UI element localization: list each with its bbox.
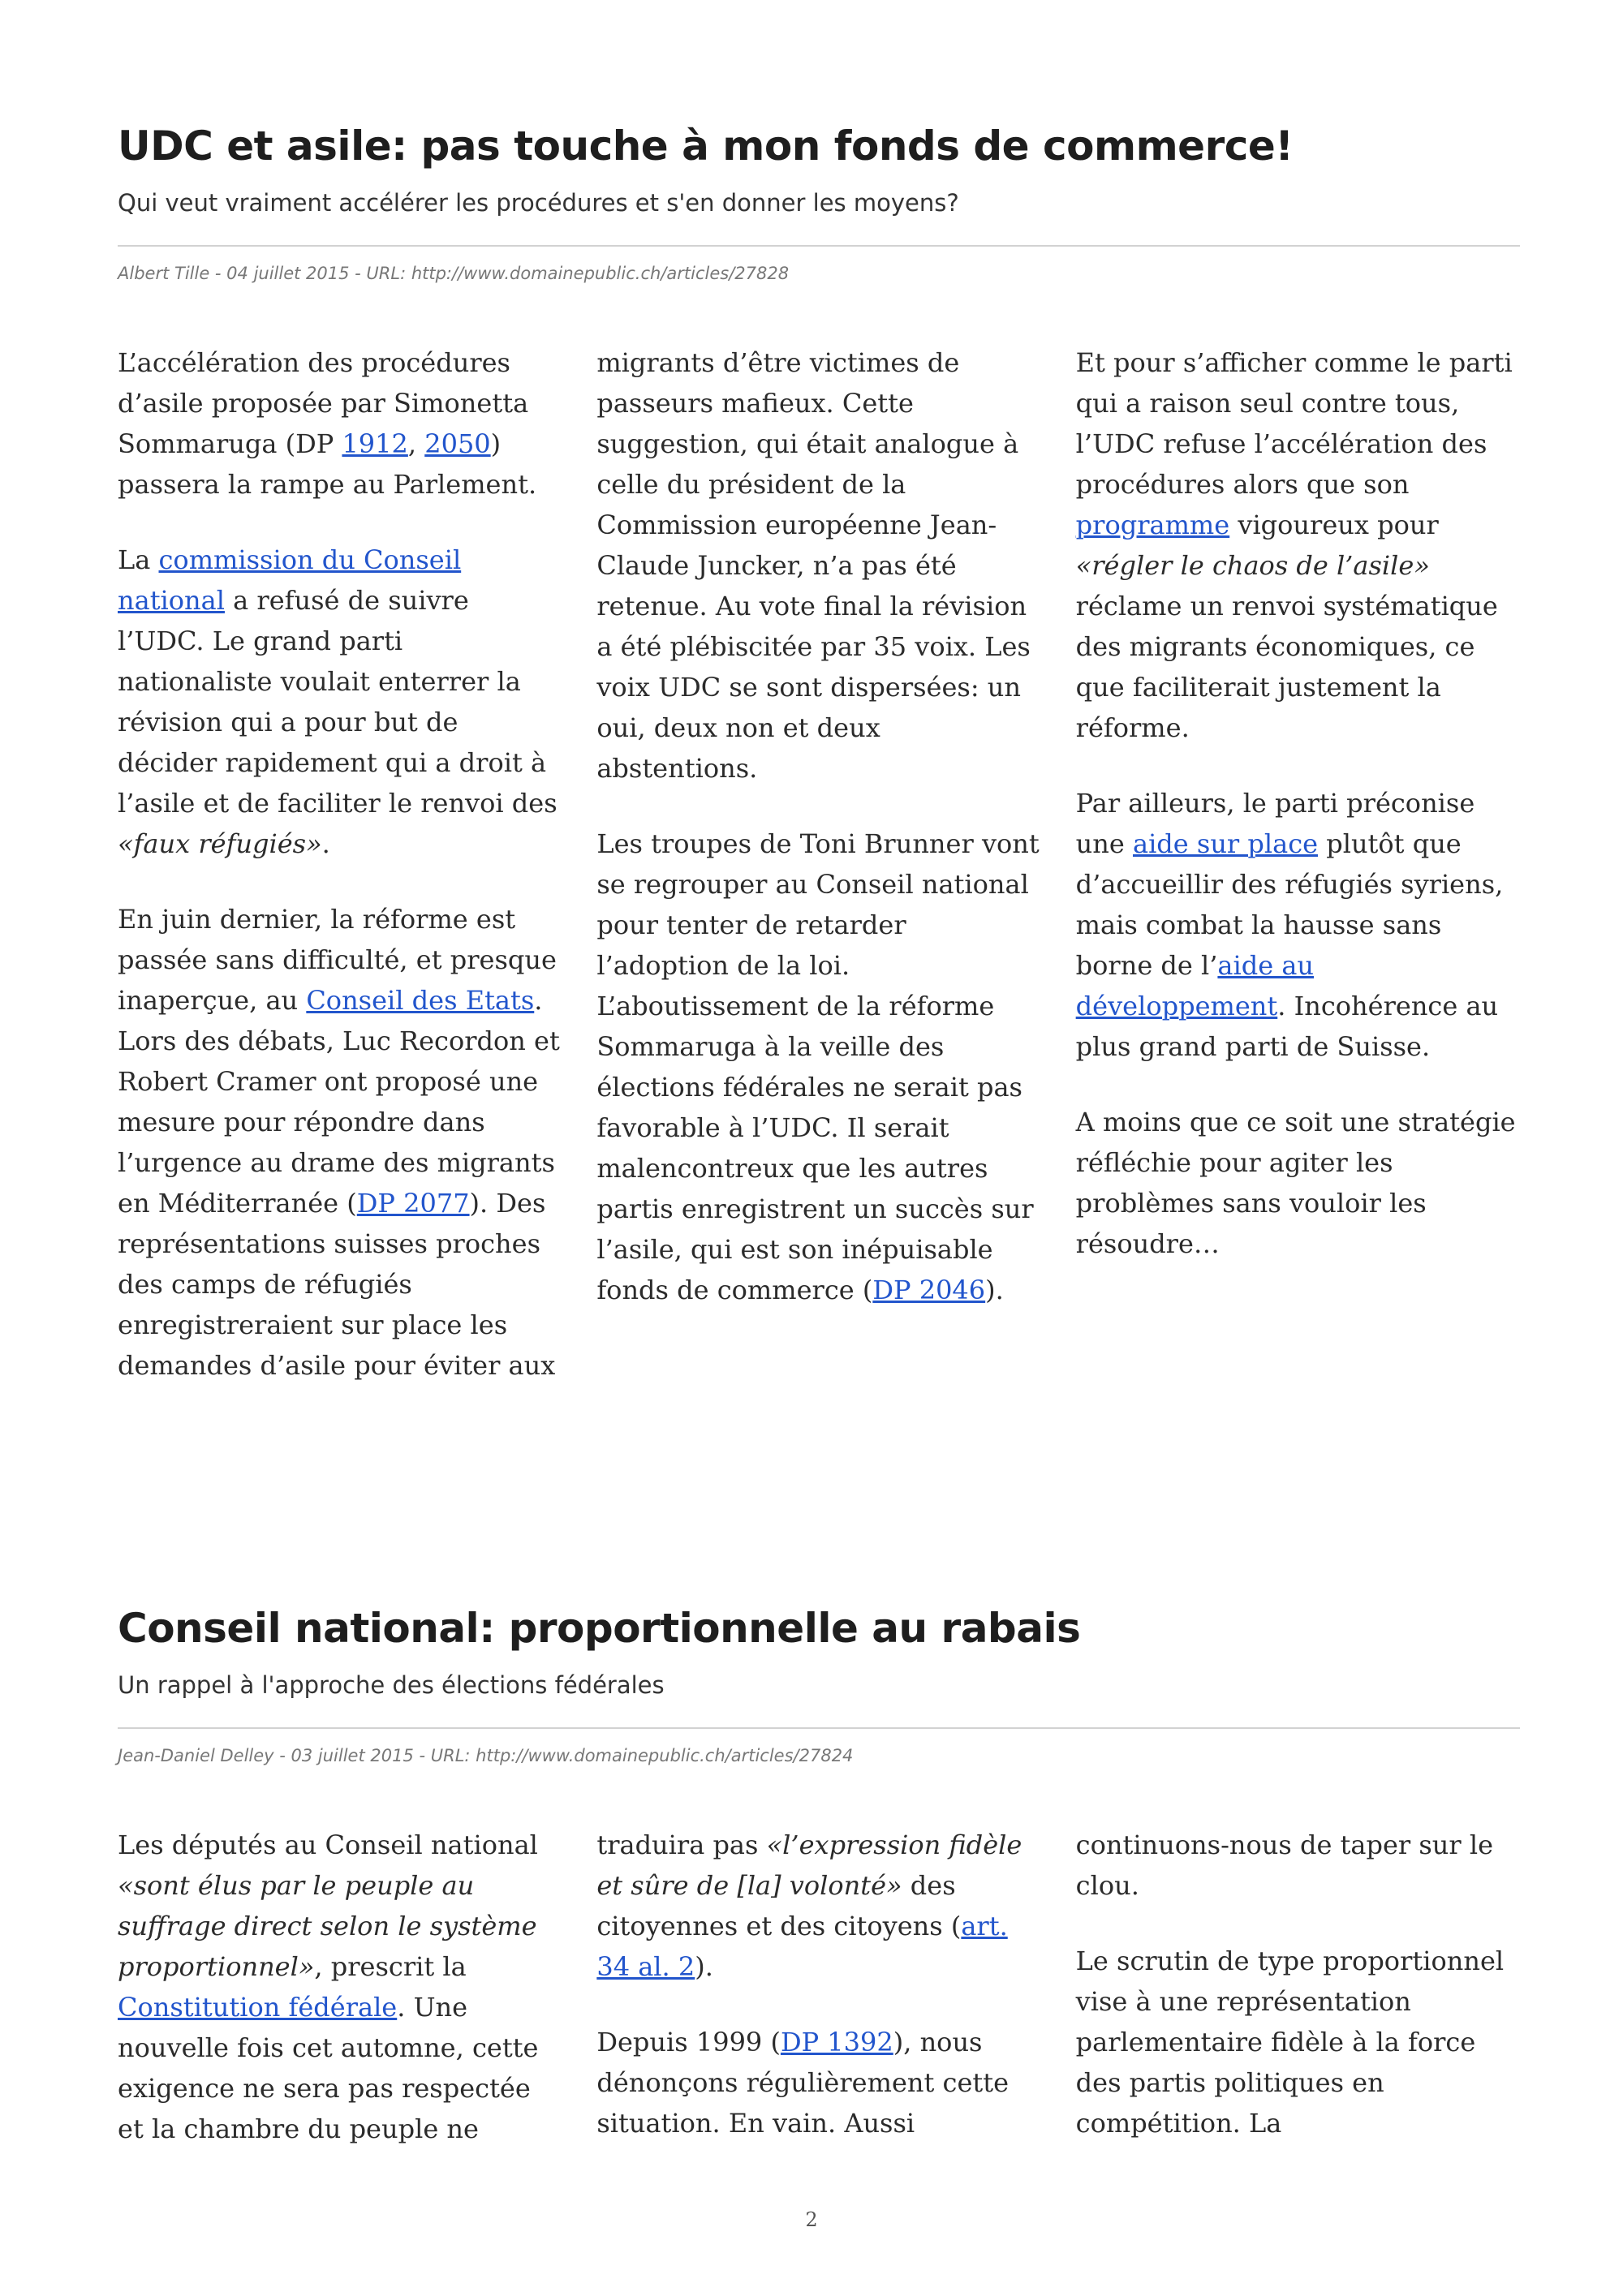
paragraph <box>596 823 1040 1310</box>
header-divider <box>118 1727 1520 1729</box>
text: vigoureux pour <box>1229 510 1439 540</box>
text: Les troupes de Toni Brunner vont se regrouper au Conseil national pour tenter de retarder l’adoption de la loi. L’aboutissement de la réforme Sommaruga à la veille des élections fédérales ne serait pas favorable à l’UDC. Il serait malencontreux que les autres partis enregistrent un succès sur l’asile, qui est son inépuisable fonds de commerce ( <box>596 828 1040 1305</box>
link-aide-au-developpement[interactable]: aide au développement <box>1075 950 1315 1021</box>
text: . <box>321 828 330 859</box>
article-title: UDC et asile: pas touche à mon fonds de commerce! <box>118 123 1294 170</box>
text: Le scrutin de type proportionnel vise à une représentation parlementaire fidèle à la force des partis politiques en compétition. La <box>1075 1946 1505 2139</box>
text: Les députés au Conseil national <box>118 1829 538 1860</box>
emphasis: «régler le chaos de l’asile» <box>1075 550 1430 581</box>
text: ), nous dénonçons régulièrement cette situation. En vain. Aussi continuons-nous de taper sur le clou. <box>596 1829 1494 2139</box>
text: , <box>407 428 425 459</box>
article-subtitle: Un rappel à l'approche des élections fédérales <box>118 1671 665 1699</box>
text: . Lors des débats, Luc Recordon et Robert Cramer ont proposé une mesure pour répondre dans l’urgence au drame des migrants en Méditerranée ( <box>118 985 560 1219</box>
article-udc-asile <box>118 120 1520 1397</box>
text: Depuis 1999 ( <box>596 2027 781 2057</box>
emphasis: «l’expression fidèle et sûre de [la] volonté» <box>596 1829 1022 1901</box>
article-subtitle: Qui veut vraiment accélérer les procédures et s'en donner les moyens? <box>118 189 959 217</box>
text: . Incohérence au plus grand parti de Suisse. <box>1075 991 1499 1062</box>
text: En juin dernier, la réforme est passée sans difficulté, et presque inaperçue, au <box>118 904 557 1016</box>
column-flow <box>118 342 1520 1397</box>
paragraph <box>1076 783 1520 1067</box>
text: L’accélération des procédures d’asile proposée par Simonetta Sommaruga (DP <box>118 347 529 459</box>
link-commission-conseil-national[interactable]: commission du Conseil national <box>118 544 462 616</box>
paragraph <box>1076 1941 1520 2143</box>
article-byline: Albert Tille - 04 juillet 2015 - URL: http://www.domainepublic.ch/articles/27828 <box>118 264 790 283</box>
text: Et pour s’afficher comme le parti qui a raison seul contre tous, l’UDC refuse l’accélération des procédures alors que son <box>1075 347 1513 500</box>
text: ). <box>985 1275 1004 1305</box>
article-body <box>118 1825 1520 2198</box>
text: ). <box>695 1951 713 1982</box>
article-byline: Jean-Daniel Delley - 03 juillet 2015 - URL: http://www.domainepublic.ch/articles/27824 <box>118 1746 854 1765</box>
text: , prescrit la <box>314 1951 467 1982</box>
text: ) passera la rampe au Parlement. <box>118 428 537 500</box>
text: . Une nouvelle fois cet automne, cette exigence ne sera pas respectée et la chambre du peuple ne traduira pas <box>118 1829 767 2144</box>
paragraph <box>118 540 562 864</box>
link-dp-1912[interactable]: 1912 <box>342 428 408 459</box>
text: La <box>118 544 159 575</box>
link-aide-sur-place[interactable]: aide sur place <box>1132 828 1319 859</box>
link-art-34-al-2[interactable]: art. 34 al. 2 <box>596 1911 1008 1982</box>
text: Par ailleurs, le parti préconise une <box>1075 788 1475 859</box>
paragraph <box>118 342 562 505</box>
link-dp-1392[interactable]: DP 1392 <box>780 2027 893 2057</box>
column-flow <box>118 1825 1520 2165</box>
article-body <box>118 342 1520 1397</box>
text: réclame un renvoi systématique des migrants économiques, ce que faciliterait justement la réforme. <box>1075 591 1498 743</box>
text: a refusé de suivre l’UDC. Le grand parti nationaliste voulait enterrer la révision qui a pour but de décider rapidement qui a droit à l’asile et de faciliter le renvoi des <box>118 585 558 819</box>
text: des citoyennes et des citoyens ( <box>596 1870 962 1941</box>
emphasis: «faux réfugiés» <box>118 828 322 859</box>
text: plutôt que d’accueillir des réfugiés syriens, mais combat la hausse sans borne de l’ <box>1075 828 1504 981</box>
paragraph <box>1076 1102 1520 1264</box>
text: ). Des représentations suisses proches des camps de réfugiés enregistreraient sur place les demandes d’asile pour éviter aux migrants d’être victimes de passeurs mafieux. Cette suggestion, qui était analogue à celle du président de la Commission européenne Jean-Claude Juncker, n’a pas été retenue. Au vote final la révision a été plébiscitée par 35 voix. Les voix UDC se sont dispersées: un oui, deux non et deux abstentions. <box>118 347 1031 1381</box>
link-constitution-federale[interactable]: Constitution fédérale <box>118 1992 398 2023</box>
link-conseil-des-etats[interactable]: Conseil des Etats <box>306 985 535 1016</box>
link-dp-2077[interactable]: DP 2077 <box>356 1188 470 1219</box>
header-divider <box>118 245 1520 247</box>
link-dp-2050[interactable]: 2050 <box>424 428 491 459</box>
link-programme[interactable]: programme <box>1075 510 1230 540</box>
article-title: Conseil national: proportionnelle au rabais <box>118 1605 1081 1652</box>
article-proportionnelle <box>118 1602 1520 2198</box>
link-dp-2046[interactable]: DP 2046 <box>872 1275 986 1305</box>
text: A moins que ce soit une stratégie réfléchie pour agiter les problèmes sans vouloir les résoudre… <box>1075 1107 1516 1259</box>
emphasis: «sont élus par le peuple au suffrage direct selon le système proportionnel» <box>118 1870 537 1982</box>
page-number: 2 <box>805 2208 818 2231</box>
paragraph <box>1076 342 1520 748</box>
